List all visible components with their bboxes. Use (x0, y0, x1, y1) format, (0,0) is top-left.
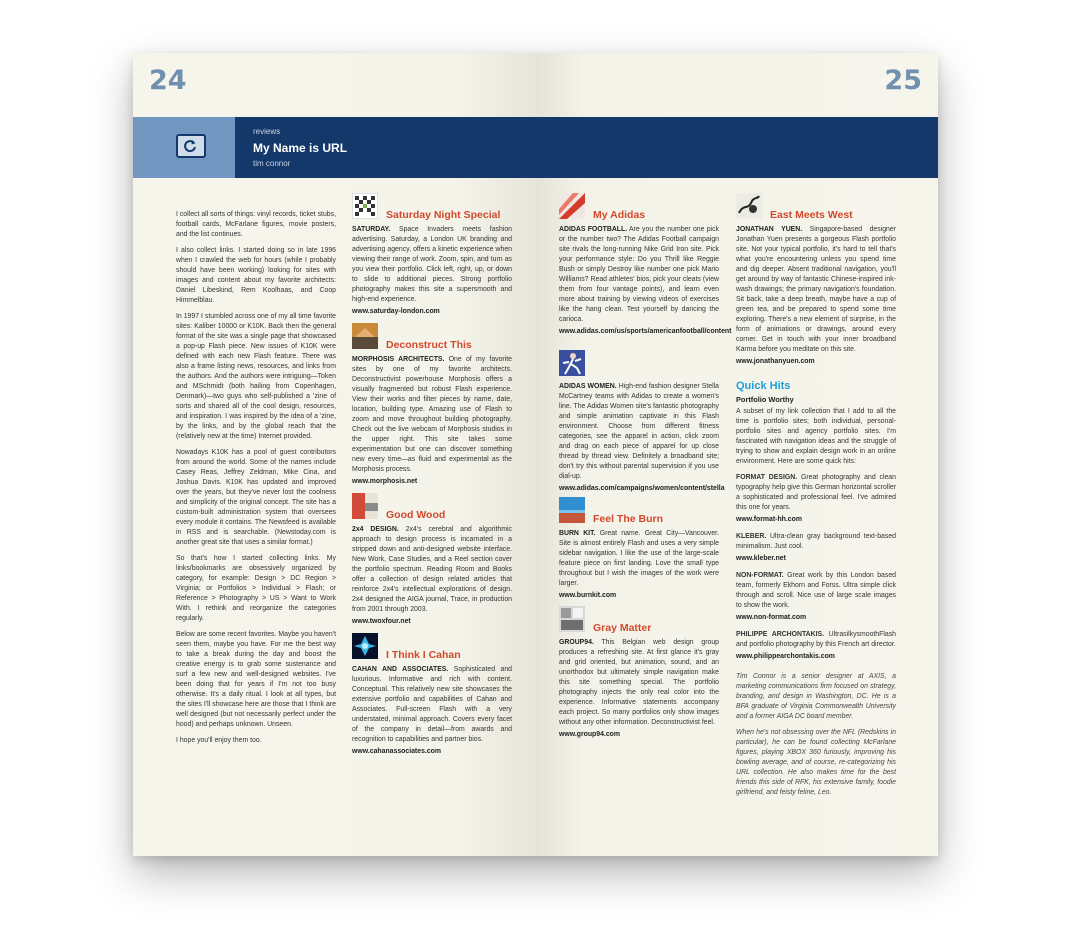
entry-title: Good Wood (386, 509, 446, 521)
review-entry (352, 323, 512, 487)
entry-title: Deconstruct This (386, 339, 472, 351)
entry-text (736, 225, 896, 355)
entry-lead: CAHAN AND ASSOCIATES. (352, 666, 449, 673)
ink-drawing-thumbnail (736, 193, 762, 219)
entry-body: High-end fashion designer Stella McCartney teams with Adidas to create a women's line. The Adidas Women site's fantastic photography and simple animation captivate in this Flash environment. Choose from different fitness categories, see the apparel in action, click zoom and drag on each piece of apparel for up close thread by thread view. Definitely a broadband site; don't try this without parental supervision if you use dial-up. (559, 383, 719, 480)
entry-text (559, 382, 719, 482)
section-kicker: reviews (253, 127, 281, 136)
ocean-thumbnail (559, 497, 585, 523)
entry-lead: ADIDAS WOMEN. (559, 383, 617, 390)
quick-hit-item (736, 532, 896, 552)
architecture-thumbnail (352, 323, 378, 349)
entry-title: My Adidas (593, 209, 646, 221)
entry-body: Singapore-based designer Jonathan Yuen presents a gorgeous Flash portfolio site. Not your typical portfolio, it's hard to tell that's what you're encountering unless you spend time and dig deeper. Absent traditional navigation, you'll get around by way of fantastic Chinese-inspired ink-wash drawings; the primary navigation's foundation. Sit back, take a deep breath, maybe have a cup of green tea, and be prepared to spend some time exploring. There's a new element of surprise, in the form of animations or drawings, around every corner. Get in touch with your inner broadband Karma before you meditate on this site. (736, 226, 897, 353)
entry-body: Great name. Great City—Vancouver. Site is almost entirely Flash and uses a very simple sidebar navigation. I like the use of the large-scale feature piece on first landing. Love the small type throughout but I wish the images of the work were larger. (559, 530, 719, 587)
intro-column (176, 210, 336, 752)
author-bio: Tim Connor is a senior designer at AXIS, a marketing communications firm focused on strategy, branding, and design in Washington, DC. He is a BFA graduate of Virginia Commonwealth University and a former AIGA DC board member. (736, 673, 896, 720)
intro-paragraph: I also collect links. I started doing so in late 1996 when I crawled the web for hours (while I probably should have been working) looking for sites with images and content about my favorite architects: Daniel Libeskind, Rem Koolhaas, and Coop Himmelblau. (176, 247, 336, 304)
entry-url-link[interactable]: www.cahanassociates.com (352, 748, 441, 755)
entry-lead: JONATHAN YUEN. (736, 226, 803, 233)
entry-body: Sophisticated and luxurious. Informative and rich with content. Conceptual. This relatively new site showcases the extensive portfolio and capabilities of Cahan and Associates. Full-screen Flash with a very understated, minimal approach. Covers every facet of the company in detail—from awards and recognition to capabilities and partner bios. (352, 666, 512, 743)
entry-url-link[interactable]: www.saturday-london.com (352, 308, 440, 315)
author-bio: When he's not obsessing over the NFL (Redskins in particular), he can be found collecting McFarlane figures, playing XBOX 360 furiously, improving his bowling average, and of course, re-categorizing his URL collection. He also makes time for the best friends this side of RFK, his extensive family, foodie girlfriend, and feisty feline, Leo. (736, 729, 896, 796)
quick-hits-subtitle: Portfolio Worthy (736, 395, 794, 404)
intro-paragraph: So that's how I started collecting links. My links/bookmarks are obsessively organized by category, for example: Design > DC Region > Virginia; or Portfolios > Individual > Flash; or Reference > Photography > US > Want to Work With. I rethink and reorganize the categories regularly. (176, 555, 336, 622)
entry-text (352, 525, 512, 615)
quick-hit-url-link[interactable]: www.non-format.com (736, 614, 807, 621)
entry-url-link[interactable]: www.jonathanyuen.com (736, 358, 815, 365)
quick-hits-column (736, 381, 896, 804)
entry-lead: SATURDAY. (352, 226, 391, 233)
entry-lead: MORPHOSIS ARCHITECTS. (352, 356, 445, 363)
entry-text (559, 225, 719, 325)
quick-hit-lead: FORMAT DESIGN. (736, 474, 798, 481)
entry-text (352, 225, 512, 305)
review-entry (559, 350, 725, 494)
entry-url-link[interactable]: www.twoxfour.net (352, 618, 411, 625)
quick-hit-text: Ultra-clean gray background text-based minimalism. Just cool. (736, 533, 896, 550)
magazine-spread (133, 53, 938, 856)
quick-hit-item (736, 630, 896, 650)
entry-text (352, 665, 512, 745)
entry-lead: BURN KIT. (559, 530, 596, 537)
quick-hit-url-link[interactable]: www.kleber.net (736, 555, 786, 562)
article-author: tim connor (253, 159, 291, 168)
page-number-right: 25 (884, 65, 922, 96)
intro-paragraph: I hope you'll enjoy them too. (176, 737, 262, 744)
header-band (133, 117, 938, 178)
crystal-thumbnail (352, 633, 378, 659)
quick-hit-lead: PHILIPPE ARCHONTAKIS. (736, 631, 825, 638)
quick-hits-title: Quick Hits (736, 380, 791, 392)
intro-paragraph: In 1997 I stumbled across one of my all time favorite sites: Kaliber 10000 or K10K. Back then the general format of the site was a single page that showcased a pop-up Flash piece. New issues of K10K were defined with each new Flash feature. There was also a frame listing news, resources, and links from the authors. And the authors were intriguing—Token and MSchmidt (both hailing from Copenhagen, Denmark)—two guys who self-published a 'zine of sorts and shared all of the cool design, resources, and inspiration. I was inspired by the idea of a 'zine, by the links, and by the global reach that the (relatively new at the time) Internet provided. (176, 313, 336, 440)
entry-title: Gray Matter (593, 622, 652, 634)
quick-hit-text: Great work by this London based team, formerly Ekhorn and Forss. Ultra simple click through and scroll. Nice use of large scale images to show the work. (736, 572, 896, 609)
intro-paragraph: Nowadays K10K has a pool of guest contributors from around the world. Some of the names include Casey Reas, Jeffrey Zeldman, Mike Cina, and Joshua Davis. K10K has updated and improved over the years, but they've never lost the coolness and simplicity of the original concept. The site has a custom-built administration system that oversees every module it contains. The Newsfeed is available in RSS and is searchable. (Newstoday.com is another great site that uses a similar format.) (176, 449, 336, 546)
review-entry (736, 193, 896, 367)
quick-hit-lead: NON-FORMAT. (736, 572, 784, 579)
quick-hit-text: Great photography and clean typography help give this German horizontal scroller a sophisticated and professional feel. I've admired this one for years. (736, 474, 896, 511)
page-number-left: 24 (149, 65, 187, 96)
quick-hit-url-link[interactable]: www.format-hh.com (736, 516, 802, 523)
entry-url-link[interactable]: www.adidas.com/campaigns/women/content/stella (559, 485, 725, 492)
entry-title: Feel The Burn (593, 513, 664, 525)
quick-hit-url-link[interactable]: www.philippearchontakis.com (736, 653, 835, 660)
header-band-accent (133, 117, 235, 178)
football-thumbnail (559, 193, 585, 219)
entry-body: This Belgian web design group produces a refreshing site. At first glance it's gray and grid oriented, but animation, sound, and an unorthodox but ultimately simple navigation make this site something special. The portfolio photography injects the only real color into the experience. Informative statements accompany each project. So many portfolios only show images without any other information. Deconstructivist feel. (559, 639, 719, 726)
refresh-icon (176, 134, 206, 158)
review-entry (352, 633, 512, 757)
runner-thumbnail (559, 350, 585, 376)
entry-body: Are you the number one pick or the number two? The Adidas Football campaign site rivals the long-running Nike Grid Iron site. Pick your performance style: Do you Thrill like Reggie Bush or simply Destroy like number one pick Mario Williams? Read athletes' bios, pick your cleats (view them from four vantage points), and learn even more about training by viewing videos of exercises like the hang clean. Test yourself by dancing the carioca. (559, 226, 719, 323)
entry-title: East Meets West (770, 209, 853, 221)
entry-url-link[interactable]: www.adidas.com/us/sports/americanfootball/content (559, 328, 732, 335)
article-title: My Name is URL (253, 141, 348, 155)
entry-text (559, 638, 719, 728)
quick-hits-intro: A subset of my link collection that I add to all the time is portfolio sites; both individual, personal-portfolio sites and agency portfolio sites. I'm fascinated with navigation ideas and the struggle of trying to show and explain design work in an online environment. Here are some quick hits: (736, 408, 896, 465)
entry-text (352, 355, 512, 475)
quick-hit-item (736, 571, 896, 611)
intro-paragraph: I collect all sorts of things: vinyl records, ticket stubs, football cards, McFarlane figures, movie posters, and the list continues. (176, 211, 336, 238)
entry-url-link[interactable]: www.morphosis.net (352, 478, 418, 485)
review-entry (559, 497, 719, 601)
entry-title: I Think I Cahan (386, 649, 461, 661)
entry-title: Saturday Night Special (386, 209, 501, 221)
entry-text (559, 529, 719, 589)
entry-lead: 2x4 DESIGN. (352, 526, 399, 533)
quick-hit-item (736, 473, 896, 513)
quick-hit-text: UltrasilkysmoothFlash and portfolio photography by this French art director. (736, 631, 896, 648)
review-entry (559, 193, 732, 337)
entry-lead: ADIDAS FOOTBALL. (559, 226, 628, 233)
entry-body: Space Invaders meets fashion advertising. Saturday, a London UK branding and advertising agency, offers a kinetic experience when viewing their range of work. Zoom, spin, and turn as you view their portfolio. Click left, right, up, or down to slide to additional pieces. Strong portfolio photography makes this site a supersmooth and high-end experience. (352, 226, 512, 303)
intro-paragraph: Below are some recent favorites. Maybe you haven't seen them, maybe you have. For me the best way to take a break during the day and boost the creative energy is to grab some sustenance and surf a few new and well-designed websites. I've been doing that for years if I'm not too busy otherwise. It's a daily ritual. I look at all types, but the sites I'll showcase here are those that I think are well designed (but not necessarily perfect under the hood) and perhaps unknown. Unseen. (176, 631, 336, 728)
wood-thumbnail (352, 493, 378, 519)
review-entry (559, 606, 719, 740)
gray-grid-thumbnail (559, 606, 585, 632)
entry-body: 2x4's cerebral and algorithmic approach to design process is incarnated in a stripped down and anti-designed website interface. New Work, Case Studies, and a Reel section cover the portfolio spectrum. Reading Room and Books offer a collection of design related articles that reinforce 2x4's intellectual explorations of design. 2x4 designed the AIGA journal, Trace, in production from 2001 through 2003. (352, 526, 512, 613)
entry-url-link[interactable]: www.group94.com (559, 731, 621, 738)
quick-hit-lead: KLEBER. (736, 533, 767, 540)
review-entry (352, 193, 512, 317)
entry-body: One of my favorite sites by one of my favorite architects. Deconstructivist powerhouse Morphosis offers a visually fragmented but robust Flash experience. View their works and filter pieces by name, date, location, building type. Amazing use of Flash to zoom and move throughout building photography. Check out the live webcam of Morphosis studios in the upper right. This site takes some experimentation but one can discover something new every time—as fluid and experimental as the Morphosis process. (352, 356, 512, 473)
space-invader-thumbnail (352, 193, 378, 219)
review-entry (352, 493, 512, 627)
entry-url-link[interactable]: www.burnkit.com (559, 592, 617, 599)
entry-lead: GROUP94. (559, 639, 594, 646)
